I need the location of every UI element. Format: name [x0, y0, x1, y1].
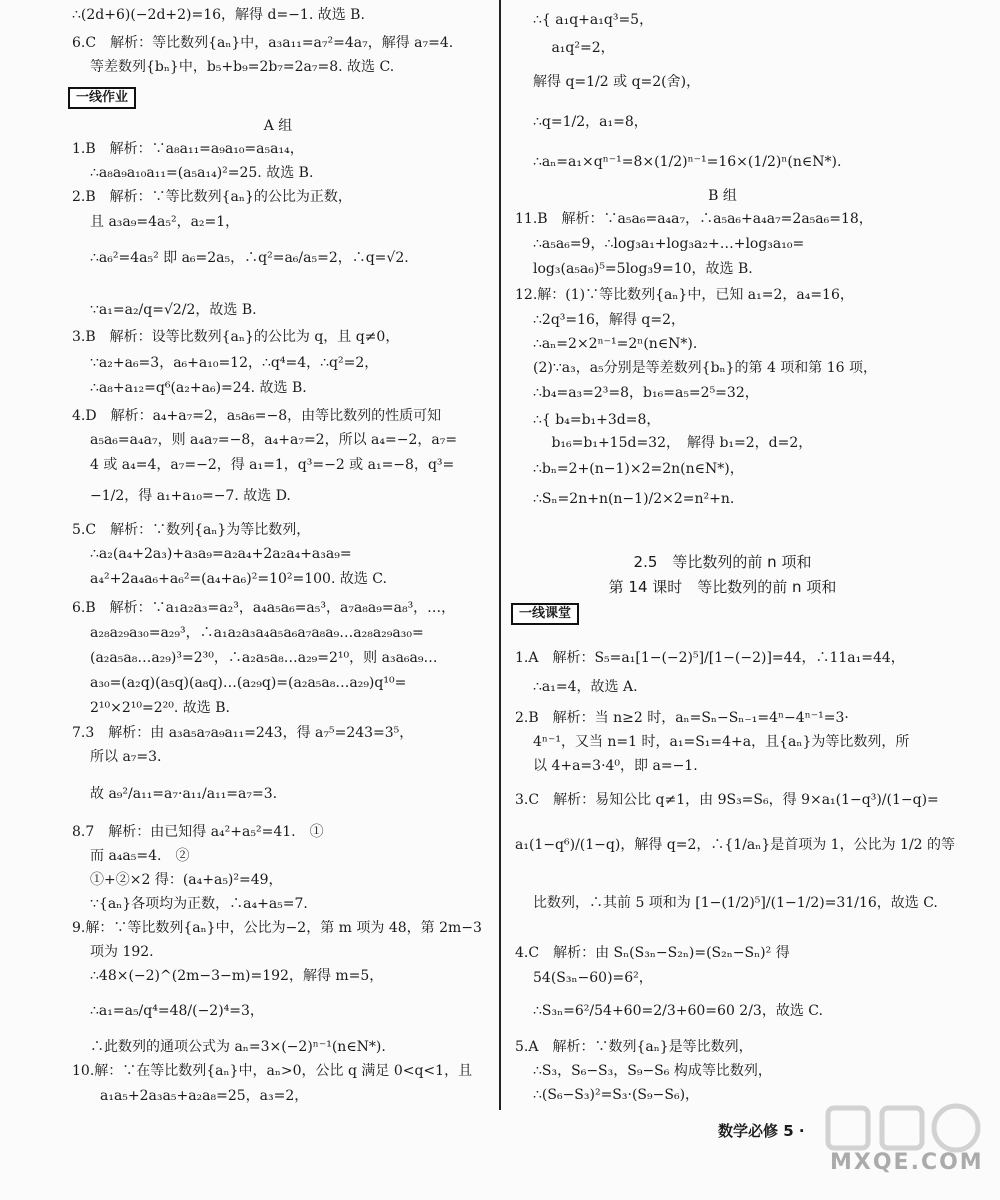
text-line: 1.B 解析：∵a₈a₁₁=a₉a₁₀=a₅a₁₄， — [72, 141, 304, 157]
text-line: 而 a₄a₅=4. ② — [90, 848, 190, 864]
text-line: a₁a₅+2a₃a₅+a₂a₈=25，a₃=2， — [100, 1088, 309, 1104]
text-line: a₁(1−q⁶)/(1−q)，解得 q=2，∴{1/aₙ}是首项为 1，公比为 1/2 的等 — [515, 837, 956, 853]
text-line: 5.C 解析：∵数列{aₙ}为等比数列， — [72, 522, 311, 538]
text-line: log₃(a₅a₆)⁵=5log₃9=10，故选 B. — [533, 261, 753, 277]
text-line: 2.B 解析：∵等比数列{aₙ}的公比为正数， — [72, 189, 352, 205]
text-line: 11.B 解析：∵a₅a₆=a₄a₇，∴a₅a₆+a₄a₇=2a₅a₆=18， — [515, 211, 873, 227]
text-line: ∴48×(−2)^(2m−3−m)=192，解得 m=5， — [90, 968, 384, 984]
text-line: ∴(S₆−S₃)²=S₃·(S₉−S₆)， — [533, 1087, 700, 1103]
group-label: A 组 — [263, 118, 293, 134]
text-line: 10.解：∵在等比数列{aₙ}中，aₙ>0，公比 q 满足 0<q<1，且 — [72, 1063, 473, 1079]
text-line: ∴a₁=a₅/q⁴=48/(−2)⁴=3， — [90, 1003, 264, 1019]
text-line: a₁q²=2， — [533, 40, 615, 56]
page-footer: 数学必修 5 · — [718, 1122, 805, 1140]
text-line: ∴b₄=a₃=2³=8，b₁₆=a₅=2⁵=32， — [533, 385, 759, 401]
text-line: (a₂a₅a₈…a₂₉)³=2³⁰，∴a₂a₅a₈…a₂₉=2¹⁰，则 a₃a₆a₉… — [90, 650, 438, 666]
text-line: ∴q=1/2，a₁=8， — [533, 114, 648, 130]
text-line: −1/2，得 a₁+a₁₀=−7. 故选 D. — [90, 488, 291, 504]
text-line: 9.解：∵等比数列{aₙ}中，公比为−2，第 m 项为 48，第 2m−3 — [72, 920, 482, 936]
text-line: 解得 q=1/2 或 q=2(舍)， — [533, 74, 701, 90]
text-line: 等差数列{bₙ}中，b₅+b₉=2b₇=2a₇=8. 故选 C. — [90, 59, 395, 75]
text-line: ∴a₂(a₄+2a₃)+a₃a₉=a₂a₄+2a₂a₄+a₃a₉= — [90, 546, 352, 562]
text-line: ∴{ b₄=b₁+3d=8， — [533, 412, 661, 428]
text-line: a₄²+2a₄a₆+a₆²=(a₄+a₆)²=10²=100. 故选 C. — [90, 571, 387, 587]
text-line: 故 a₉²/a₁₁=a₇·a₁₁/a₁₁=a₇=3. — [90, 786, 278, 802]
left-column — [72, 0, 484, 1200]
text-line: 12.解：(1)∵等比数列{aₙ}中，已知 a₁=2，a₄=16， — [515, 287, 854, 303]
text-line: ∴a₅a₆=9，∴log₃a₁+log₃a₂+…+log₃a₁₀= — [533, 236, 805, 252]
column-divider — [499, 0, 501, 1110]
text-line: 所以 a₇=3. — [90, 749, 162, 765]
text-line: 项为 192. — [90, 944, 154, 960]
text-line: 5.A 解析：∵数列{aₙ}是等比数列， — [515, 1039, 753, 1055]
text-line: 3.B 解析：设等比数列{aₙ}的公比为 q，且 q≠0， — [72, 329, 400, 345]
text-line: 6.C 解析：等比数列{aₙ}中，a₃a₁₁=a₇²=4a₇，解得 a₇=4. — [72, 35, 454, 51]
text-line: a₂₈a₂₉a₃₀=a₂₉³，∴a₁a₂a₃a₄a₅a₆a₇a₈a₉…a₂₈a₂₉a₃₀= — [90, 625, 424, 641]
text-line: ∴此数列的通项公式为 aₙ=3×(−2)ⁿ⁻¹(n∈N*). — [90, 1039, 386, 1055]
text-line: ∴S₃ₙ=6²/54+60=2/3+60=60 2/3，故选 C. — [533, 1003, 823, 1019]
text-line: (2)∵a₃，a₅分别是等差数列{bₙ}的第 4 项和第 16 项， — [533, 360, 878, 376]
text-line: 以 4+a=3·4⁰，即 a=−1. — [533, 758, 698, 774]
text-line: ∴aₙ=a₁×qⁿ⁻¹=8×(1/2)ⁿ⁻¹=16×(1/2)ⁿ(n∈N*). — [533, 154, 842, 170]
text-line: a₃₀=(a₂q)(a₅q)(a₈q)…(a₂₉q)=(a₂a₅a₈…a₂₉)q¹⁰= — [90, 675, 407, 691]
text-line: ∴a₈a₉a₁₀a₁₁=(a₅a₁₄)²=25. 故选 B. — [90, 165, 314, 181]
text-line: 4 或 a₄=4，a₇=−2，得 a₁=1，q³=−2 或 a₁=−8，q³= — [90, 457, 455, 473]
text-line: b₁₆=b₁+15d=32， 解得 b₁=2，d=2， — [533, 435, 813, 451]
text-line: 7.3 解析：由 a₃a₅a₇a₉a₁₁=243，得 a₇⁵=243=3⁵， — [72, 725, 414, 741]
text-line: 比数列，∴其前 5 项和为 [1−(1/2)⁵]/(1−1/2)=31/16，故选 C. — [533, 895, 938, 911]
text-line: 且 a₃a₉=4a₅²，a₂=1， — [90, 214, 240, 230]
text-line: ∵a₁=a₂/q=√2/2，故选 B. — [90, 302, 257, 318]
section-box-label: 一线课堂 — [511, 603, 579, 625]
text-line: ∴a₆²=4a₅² 即 a₆=2a₅，∴q²=a₆/a₅=2，∴q=√2. — [90, 250, 409, 266]
text-line: 6.B 解析：∵a₁a₂a₃=a₂³，a₄a₅a₆=a₅³，a₇a₈a₉=a₈³，…， — [72, 600, 456, 616]
text-line: 4.D 解析：a₄+a₇=2，a₅a₆=−8，由等比数列的性质可知 — [72, 408, 442, 424]
text-line: ∴a₁=4，故选 A. — [533, 679, 638, 695]
right-column — [515, 0, 956, 1200]
text-line: ∴{ a₁q+a₁q³=5， — [533, 12, 654, 28]
text-line: ∵a₂+a₆=3，a₆+a₁₀=12，∴q⁴=4，∴q²=2， — [90, 355, 379, 371]
text-line: a₅a₆=a₄a₇，则 a₄a₇=−8，a₄+a₇=2，所以 a₄=−2，a₇= — [90, 432, 458, 448]
text-line: ∴Sₙ=2n+n(n−1)/2×2=n²+n. — [533, 491, 735, 507]
text-line: 8.7 解析：由已知得 a₄²+a₅²=41. ① — [72, 824, 324, 840]
text-line: ∴S₃，S₆−S₃，S₉−S₆ 构成等比数列， — [533, 1063, 772, 1079]
text-line: 54(S₃ₙ−60)=6²， — [533, 970, 653, 986]
text-line: 1.A 解析：S₅=a₁[1−(−2)⁵]/[1−(−2)]=44，∴11a₁=44， — [515, 650, 905, 666]
section-box-label: 一线作业 — [68, 87, 136, 109]
text-line: ∴bₙ=2+(n−1)×2=2n(n∈N*)， — [533, 461, 744, 477]
text-line: ∴a₈+a₁₂=q⁶(a₂+a₆)=24. 故选 B. — [90, 380, 307, 396]
group-label: B 组 — [708, 188, 737, 204]
text-line: ∴(2d+6)(−2d+2)=16，解得 d=−1. 故选 B. — [72, 7, 365, 23]
section-title: 2.5 等比数列的前 n 项和 — [633, 553, 812, 571]
text-line: 2.B 解析：当 n≥2 时，aₙ=Sₙ−Sₙ₋₁=4ⁿ−4ⁿ⁻¹=3· — [515, 710, 849, 726]
text-line: ∴2q³=16，解得 q=2， — [533, 312, 685, 328]
lesson-title: 第 14 课时 等比数列的前 n 项和 — [608, 578, 837, 596]
text-line: 2¹⁰×2¹⁰=2²⁰. 故选 B. — [90, 700, 230, 716]
text-line: ①+②×2 得：(a₄+a₅)²=49， — [90, 872, 283, 888]
text-line: ∴aₙ=2×2ⁿ⁻¹=2ⁿ(n∈N*). — [533, 336, 698, 352]
text-line: 4ⁿ⁻¹，又当 n=1 时，a₁=S₁=4+a，且{aₙ}为等比数列，所 — [533, 734, 910, 750]
text-line: 4.C 解析：由 Sₙ(S₃ₙ−S₂ₙ)=(S₂ₙ−Sₙ)² 得 — [515, 945, 790, 961]
watermark-text: MXQE.COM — [830, 1150, 984, 1175]
text-line: ∵{aₙ}各项均为正数，∴a₄+a₅=7. — [90, 896, 308, 912]
text-line: 3.C 解析：易知公比 q≠1，由 9S₃=S₆，得 9×a₁(1−q³)/(1−q)= — [515, 792, 939, 808]
watermark-logo — [820, 1100, 990, 1190]
